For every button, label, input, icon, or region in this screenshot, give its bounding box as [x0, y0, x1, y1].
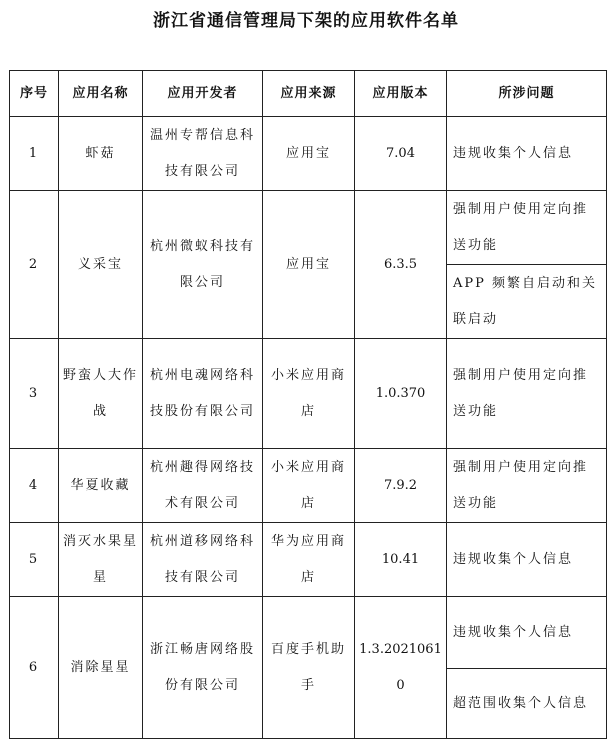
cell-developer: 杭州道移网络科技有限公司 [143, 523, 263, 597]
cell-name: 消灭水果星星 [59, 523, 143, 597]
cell-issue: 强制用户使用定向推送功能 [447, 449, 607, 523]
table-row [10, 339, 607, 449]
cell-name: 野蛮人大作战 [59, 339, 143, 449]
cell-source: 华为应用商店 [263, 523, 355, 597]
app-list-table [9, 70, 607, 739]
header-name: 应用名称 [59, 71, 143, 117]
header-no: 序号 [10, 71, 59, 117]
cell-no: 4 [10, 449, 59, 523]
cell-no: 2 [10, 191, 59, 339]
cell-issue: APP 频繁自启动和关联启动 [447, 265, 607, 339]
cell-no: 1 [10, 117, 59, 191]
table-row [10, 449, 607, 523]
cell-developer: 杭州微蚁科技有限公司 [143, 191, 263, 339]
cell-no: 6 [10, 597, 59, 739]
cell-issue: 强制用户使用定向推送功能 [447, 191, 607, 265]
cell-issue: 违规收集个人信息 [447, 597, 607, 669]
cell-developer: 杭州电魂网络科技股份有限公司 [143, 339, 263, 449]
cell-issue: 超范围收集个人信息 [447, 669, 607, 739]
cell-source: 小米应用商店 [263, 339, 355, 449]
table-row [10, 597, 607, 669]
cell-issue: 强制用户使用定向推送功能 [447, 339, 607, 449]
cell-source: 小米应用商店 [263, 449, 355, 523]
cell-developer: 杭州趣得网络技术有限公司 [143, 449, 263, 523]
cell-version: 7.04 [355, 117, 447, 191]
cell-developer: 温州专帮信息科技有限公司 [143, 117, 263, 191]
cell-version: 10.41 [355, 523, 447, 597]
cell-name: 虾菇 [59, 117, 143, 191]
cell-developer: 浙江畅唐网络股份有限公司 [143, 597, 263, 739]
table-row [10, 191, 607, 265]
cell-no: 5 [10, 523, 59, 597]
cell-name: 义采宝 [59, 191, 143, 339]
cell-name: 消除星星 [59, 597, 143, 739]
header-version: 应用版本 [355, 71, 447, 117]
header-source: 应用来源 [263, 71, 355, 117]
header-issues: 所涉问题 [447, 71, 607, 117]
header-developer: 应用开发者 [143, 71, 263, 117]
cell-no: 3 [10, 339, 59, 449]
cell-source: 应用宝 [263, 117, 355, 191]
table-header-row [10, 71, 607, 117]
cell-source: 百度手机助手 [263, 597, 355, 739]
cell-issue: 违规收集个人信息 [447, 117, 607, 191]
cell-source: 应用宝 [263, 191, 355, 339]
cell-version: 7.9.2 [355, 449, 447, 523]
table-row [10, 117, 607, 191]
cell-name: 华夏收藏 [59, 449, 143, 523]
document-title: 浙江省通信管理局下架的应用软件名单 [153, 11, 459, 31]
cell-version: 6.3.5 [355, 191, 447, 339]
table-row [10, 523, 607, 597]
cell-version: 1.3.20210610 [355, 597, 447, 739]
cell-version: 1.0.370 [355, 339, 447, 449]
cell-issue: 违规收集个人信息 [447, 523, 607, 597]
